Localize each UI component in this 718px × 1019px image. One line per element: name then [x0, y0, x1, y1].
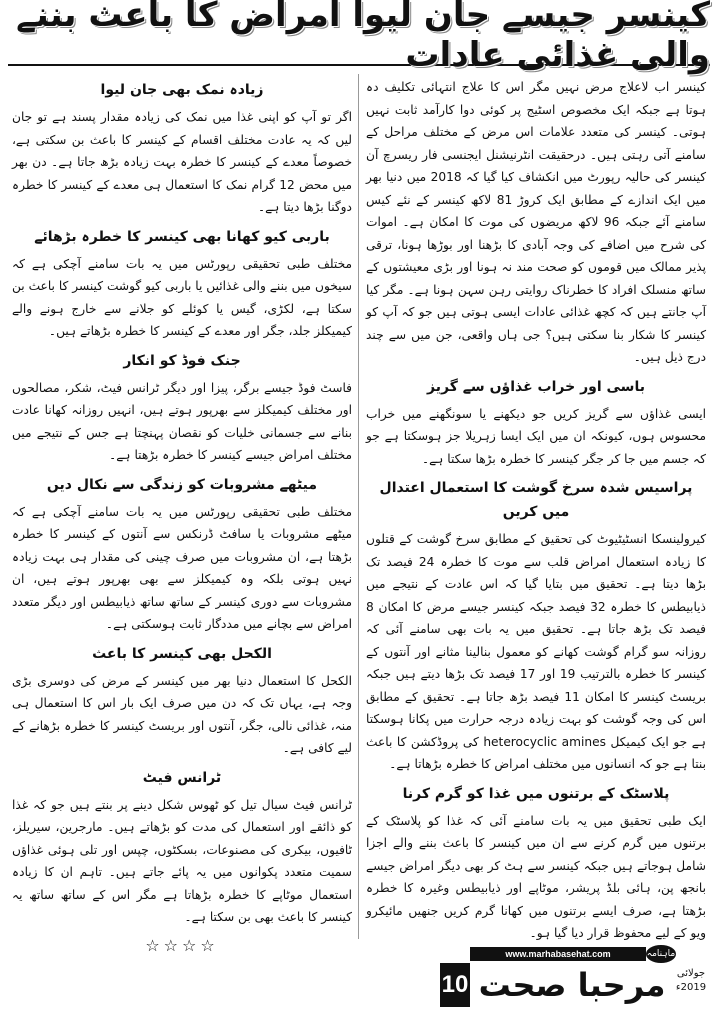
headline-banner — [8, 0, 710, 75]
section-paragraph: اگر تو آپ کو اپنی غذا میں نمک کی زیادہ مقدار پسند ہے تو جان لیں کہ یہ عادت مختلف اقسام کے کینسر کا باعث بن سکتی ہے، خصوصاً معدے کے کینسر کا خطرہ بہت زیادہ بڑھ جاتا ہے۔ دن بھر میں محض 12 گرام نمک کا استعمال ہی معدے کے کینسر کا خطرہ دوگنا بڑھا دیتا ہے۔ — [12, 110, 352, 214]
section-heading: پراسیس شدہ سرخ گوشت کا استعمال اعتدال میں کریں — [379, 480, 693, 520]
section-heading: زیادہ نمک بھی جان لیوا — [100, 82, 264, 98]
column-divider — [358, 74, 359, 939]
right-column — [366, 76, 706, 947]
section-heading: میٹھے مشروبات کو زندگی سے نکال دیں — [46, 476, 318, 493]
section-paragraph: ایک طبی تحقیق میں یہ بات سامنے آئی کہ غذا کو پلاسٹک کے برتنوں میں گرم کرنے سے ان میں کینسر کا باعث بننے والے اجزا شامل ہوجاتے ہیں جبکہ کینسر سے ہٹ کر بھی دیگر امراض جیسے بانجھ پن، ہائی بلڈ پریشر، موٹاپے اور ذیابیطس وغیرہ کا خطرہ بڑھتا ہے، صرف ایسے برتنوں میں کھانا گرم کریں جنھیں مائیکرو ویو کے لیے محفوظ قرار دیا گیا ہو۔ — [366, 813, 706, 940]
article-title: کینسر جیسے جان لیوا امراض کا باعث بننے والی غذائی عادات — [16, 0, 710, 75]
section-paragraph: فاسٹ فوڈ جیسے برگر، پیزا اور دیگر ٹرانس فیٹ، شکر، مصالحوں اور مختلف کیمیکلز سے بھرپور ہوتے ہیں، انہیں روزانہ کھانا عادت بنانے سے جسمانی خلیات کو نقصان پہنچتا ہے جس کے نتیجے میں مختلف امراض جیسے کینسر کا خطرہ بڑھتا ہے۔ — [12, 380, 352, 462]
page-number: 10 — [440, 963, 470, 1007]
intro-paragraph: کینسر اب لاعلاج مرض نہیں مگر اس کا علاج انتہائی تکلیف دہ ہوتا ہے جبکہ ایک مخصوص اسٹیج پر کوئی دوا کارآمد ثابت نہیں ہوتی۔ کینسر کی متعدد علامات اس مرض کے مختلف مراحل کے سامنے آتی رہتی ہیں۔ درحقیقت انٹرنیشنل ایجنسی فار ریسرچ آن کینسر کی حالیہ رپورٹ میں انکشاف کیا گیا کہ 2018 میں دنیا بھر میں ایک اندازے کے مطابق ایک کروڑ 81 لاکھ کینسر کے نئے کیس سامنے آئے جبکہ 96 لاکھ مریضوں کی موت کا امکان ہے۔ اموات کی شرح میں اضافے کی وجہ آبادی کا بڑھنا اور بوڑھا ہونا، ترقی پذیر ممالک میں قوموں کو صحت مند نہ ہونا اور بڑی معیشتوں کے ساتھ منسلک افراد کا خطرناک روایتی رہن سہن ہونا ہے۔ مگر کیا آپ جانتے ہیں کہ کچھ غذائی عادات ایسی ہوتی ہیں جو کہ آپ کو کینسر کا شکار بنا سکتی ہیں؟ جی ہاں واقعی، جن میں سے چند درج ذیل ہیں۔ — [366, 80, 706, 364]
page-footer — [440, 945, 710, 1015]
masthead-tag: ماہنامہ — [646, 945, 676, 963]
section-paragraph: کیرولینسکا انسٹیٹیوٹ کی تحقیق کے مطابق سرخ گوشت کے قتلوں کا زیادہ استعمال امراض قلب سے موت کا خطرہ 24 فیصد تک بڑھا دیتا ہے۔ تحقیق میں بتایا گیا کہ اس عادت کے نتیجے میں ذیابیطس کا خطرہ 32 فیصد جبکہ کینسر جیسے مرض کا امکان 8 فیصد تک بڑھ جاتا ہے۔ تحقیق میں یہ بات بھی سامنے آئی کہ روزانہ سو گرام گوشت کھانے کو معمول بنالینا مثانے اور آنتوں کے کینسر کا خطرہ بالترتیب 19 اور 17 فیصد تک بڑھا دیتے ہیں جبکہ بریسٹ کینسر کا امکان 11 فیصد بڑھ جاتا ہے۔ تحقیق کے مطابق اس کی وجہ گوشت کو بہت زیادہ درجہ حرارت میں پکانا ہوسکتا ہے جو ایک کیمیکل heterocyclic amines کی پروڈکشن کا باعث بنتا ہے جو کہ انسانوں میں مختلف امراض کا خطرہ بڑھاتا ہے۔ — [366, 532, 707, 771]
magazine-masthead: مرحبا صحت — [478, 966, 666, 1004]
section-heading: الکحل بھی کینسر کا باعث — [92, 645, 272, 662]
issue-date: جولائی 2019ء — [675, 968, 707, 993]
section-heading: باربی کیو کھانا بھی کینسر کا خطرہ بڑھائے — [34, 228, 330, 245]
section-heading: باسی اور خراب غذاؤں سے گریز — [427, 378, 645, 395]
section-paragraph: ٹرانس فیٹ سیال تیل کو ٹھوس شکل دینے پر بنتے ہیں جو کہ غذا کو ذائقے اور استعمال کی مدت کو بڑھاتے ہیں۔ مارجرین، سیریلز، ٹافیوں، بیکری کی مصنوعات، بسکٹوں، چپس اور تلی ہوئی غذاؤں سمیت متعدد پکوانوں میں یہ پائے جاتے ہیں۔ تاہم ان کا زیادہ استعمال موٹاپے کا خطرہ بڑھاتا ہے مگر اس کے ساتھ ساتھ یہ کینسر کا باعث بھی بن سکتا ہے۔ — [12, 797, 352, 924]
left-column — [12, 78, 352, 957]
end-stars: ☆☆☆☆ — [145, 935, 219, 955]
website-url[interactable]: www.marhabasehat.com — [470, 947, 646, 961]
section-heading: پلاسٹک کے برتنوں میں غذا کو گرم کرنا — [402, 785, 670, 802]
section-paragraph: ایسی غذاؤں سے گریز کریں جو دیکھنے یا سونگھنے میں خراب محسوس ہوں، کیونکہ ان میں ایک ایسا زہریلا جز ہوسکتا ہے جو کہ جسم میں جا کر جگر کینسر کا خطرہ بڑھا سکتا ہے۔ — [366, 406, 706, 466]
section-heading: جنک فوڈ کو انکار — [123, 352, 241, 369]
section-heading: ٹرانس فیٹ — [142, 769, 222, 786]
section-paragraph: مختلف طبی تحقیقی رپورٹس میں یہ بات سامنے آچکی ہے کہ میٹھے مشروبات یا سافٹ ڈرنکس سے آنتوں کے کینسر کا خطرہ بڑھتا ہے، ان مشروبات میں صرف چینی کی مقدار ہی بہت زیادہ نہیں ہوتی بلکہ وہ کیمیکلز سے بھی بھرپور ہوتے ہیں، ان مشروبات سے دوری کینسر کے ساتھ ساتھ ذیابیطس اور دیگر متعدد امراض سے بچانے میں مددگار ثابت ہوسکتی ہے۔ — [12, 504, 352, 631]
section-paragraph: مختلف طبی تحقیقی رپورٹس میں یہ بات سامنے آچکی ہے کہ سیخوں میں بننے والی غذائیں یا باربی کیو گوشت کینسر کا باعث بن سکتا ہے، لکڑی، گیس یا کوئلے کو جلانے سے خارج ہونے والے کیمیکلز جلد، جگر اور معدے کے کینسر کا خطرہ بڑھاتے ہیں۔ — [12, 256, 352, 338]
section-paragraph: الکحل کا استعمال دنیا بھر میں کینسر کے مرض کی دوسری بڑی وجہ ہے، یہاں تک کہ دن میں صرف ایک بار اس کا استعمال ہی منہ، غذائی نالی، جگر، آنتوں اور بریسٹ کینسر کا خطرہ بڑھانے کے لیے کافی ہے۔ — [12, 673, 352, 755]
